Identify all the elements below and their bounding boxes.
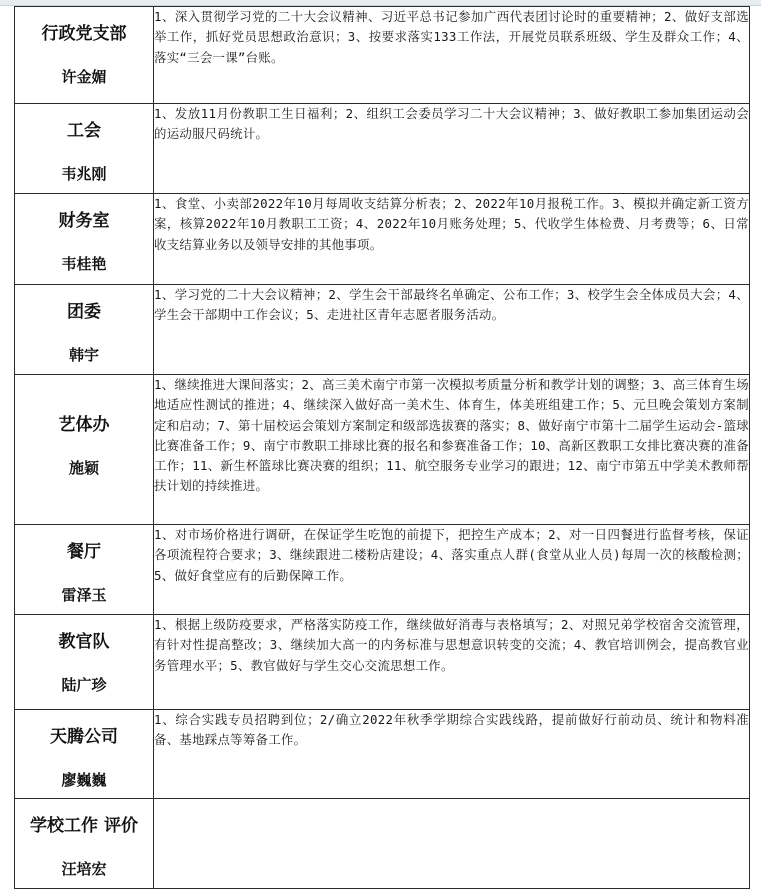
work-content: 1、食堂、小卖部2022年10月每周收支结算分析表；2、2022年10月报税工作。3、模拟并确定新工资方案，核算2022年10月教职工工资；4、2022年10月账务处理；5、代收学生体检费、月考费等；6、日常收支结算业务以及领导安排的其他事项。	[154, 196, 749, 252]
work-content: 1、深入贯彻学习党的二十大会议精神、习近平总书记参加广西代表团讨论时的重要精神；2、做好支部选举工作，抓好党员思想政治意识；3、按要求落实133工作法，开展党员联系班级、学生及群众工作；4、落实“三会一课”台账。	[154, 9, 749, 65]
work-content: 1、学习党的二十大会议精神；2、学生会干部最终名单确定、公布工作；3、校学生会全体成员大会；4、学生会干部期中工作会议；5、走进社区青年志愿者服务活动。	[154, 287, 749, 323]
table-row	[15, 710, 750, 799]
content-cell	[154, 615, 750, 710]
department-cell	[15, 194, 154, 285]
department-name: 餐厅	[67, 542, 101, 562]
work-plan-table	[14, 6, 750, 889]
table-row	[15, 7, 750, 104]
work-content: 1、综合实践专员招聘到位；2/确立2022年秋季学期综合实践线路，提前做好行前动员、统计和物料准备、基地踩点等筹备工作。	[154, 712, 749, 748]
department-person: 陆广珍	[61, 676, 107, 694]
department-cell	[15, 104, 154, 194]
department-cell	[15, 799, 154, 889]
department-name: 学校工作 评价	[30, 816, 138, 836]
department-person: 韩宇	[68, 346, 99, 364]
department-person: 廖巍巍	[61, 771, 107, 789]
content-cell	[154, 710, 750, 799]
department-cell	[15, 375, 154, 525]
content-cell	[154, 7, 750, 104]
department-cell	[15, 710, 154, 799]
table-row	[15, 799, 750, 889]
table-row	[15, 375, 750, 525]
department-person: 许金媚	[61, 68, 107, 86]
content-cell	[154, 194, 750, 285]
department-person: 施颖	[68, 459, 99, 477]
content-cell	[154, 525, 750, 615]
department-cell	[15, 7, 154, 104]
department-name: 行政党支部	[41, 24, 127, 44]
content-cell	[154, 375, 750, 525]
work-content: 1、发放11月份教职工生日福利；2、组织工会委员学习二十大会议精神；3、做好教职工参加集团运动会的运动服尺码统计。	[154, 106, 749, 142]
table-row	[15, 525, 750, 615]
department-cell	[15, 285, 154, 375]
department-person: 韦兆刚	[61, 165, 107, 183]
work-content: 1、根据上级防疫要求，严格落实防疫工作，继续做好消毒与表格填写；2、对照兄弟学校宿舍交流管理，有针对性提高整改；3、继续加大高一的内务标准与思想意识转变的交流；4、教官培训例会，提高教官业务管理水平；5、教官做好与学生交心交流思想工作。	[154, 617, 749, 673]
content-cell	[154, 799, 750, 889]
table-row	[15, 104, 750, 194]
department-person: 汪培宏	[61, 860, 107, 878]
department-name: 天腾公司	[50, 727, 118, 747]
table-row	[15, 194, 750, 285]
department-person: 韦桂艳	[61, 255, 107, 273]
department-name: 财务室	[58, 211, 110, 231]
table-row	[15, 615, 750, 710]
work-content: 1、对市场价格进行调研，在保证学生吃饱的前提下，把控生产成本；2、对一日四餐进行监督考核，保证各项流程符合要求；3、继续跟进二楼粉店建设；4、落实重点人群(食堂从业人员)每周一次的核酸检测；5、做好食堂应有的后勤保障工作。	[154, 527, 749, 583]
department-person: 雷泽玉	[61, 586, 107, 604]
department-name: 工会	[67, 121, 101, 141]
table-row	[15, 285, 750, 375]
content-cell	[154, 104, 750, 194]
department-name: 教官队	[58, 632, 110, 652]
department-cell	[15, 615, 154, 710]
work-content: 1、继续推进大课间落实；2、高三美术南宁市第一次模拟考质量分析和教学计划的调整；3、高三体育生场地适应性测试的推进；4、继续深入做好高一美术生、体育生，体美班组建工作；5、元旦晚会策划方案制定和启动；7、第十届校运会策划方案制定和级部选拔赛的落实；8、做好南宁市第十二届学生运动会-篮球比赛准备工作；9、南宁市教职工排球比赛的报名和参赛准备工作；10、高新区教职工女排比赛决赛的准备工作；11、新生杯篮球比赛决赛的组织；11、航空服务专业学习的跟进；12、南宁市第五中学美术教师帮扶计划的持续推进。	[154, 377, 749, 494]
department-cell	[15, 525, 154, 615]
department-name: 团委	[67, 302, 101, 322]
content-cell	[154, 285, 750, 375]
department-name: 艺体办	[58, 415, 110, 435]
